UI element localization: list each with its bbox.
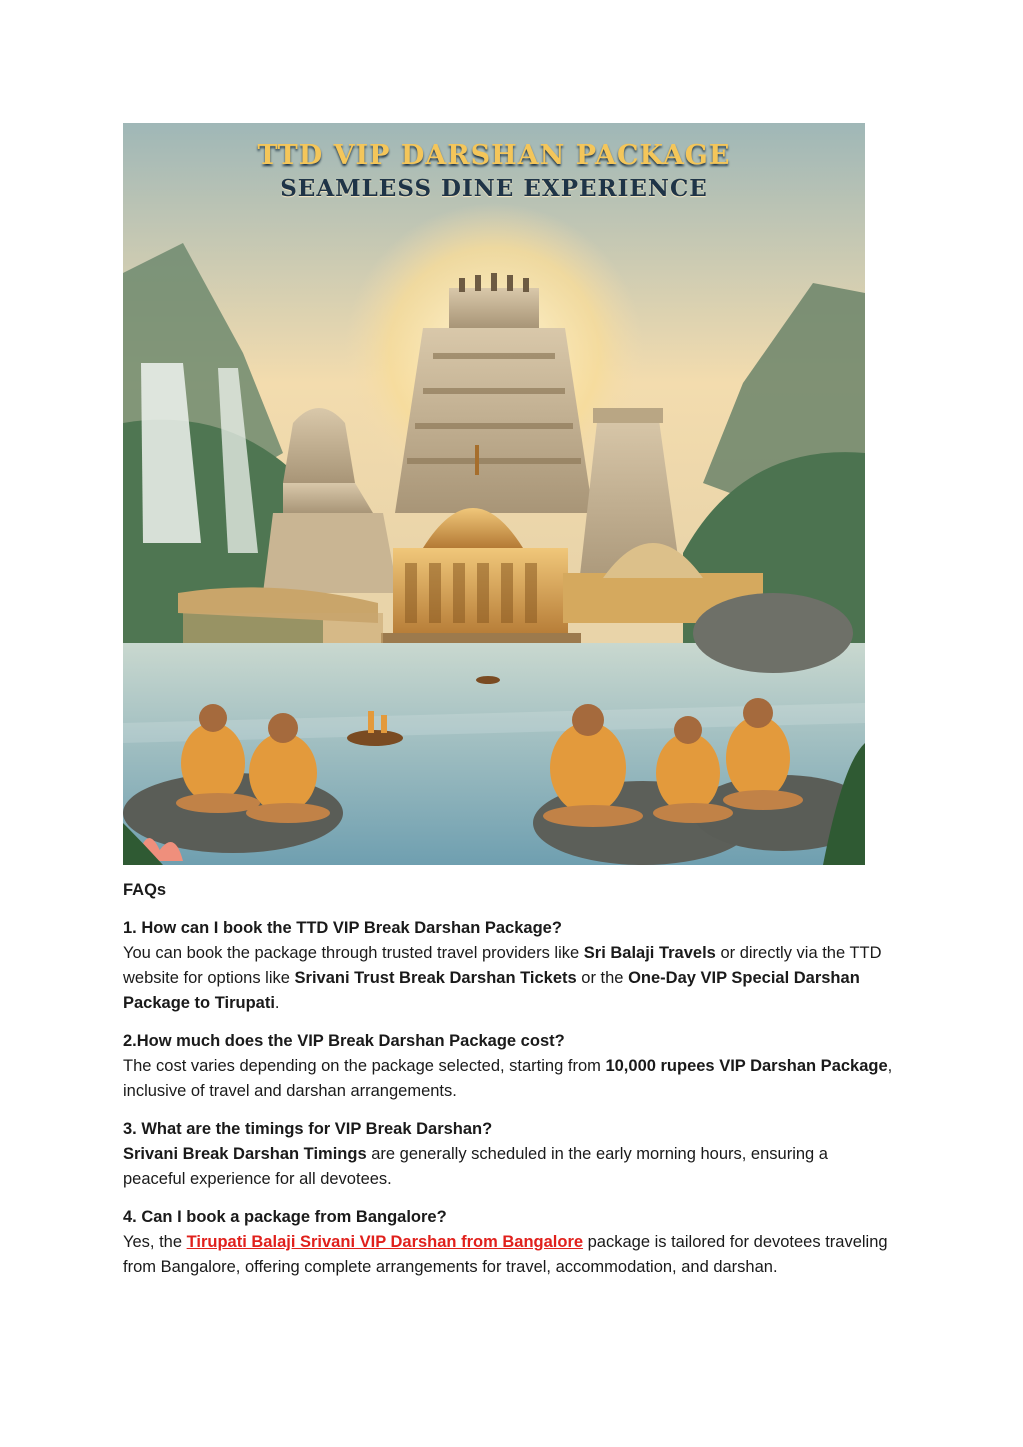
faq-question-3: 3. What are the timings for VIP Break Darshan? [123,1120,493,1138]
answer-text: or the [576,969,629,987]
faq-section [123,878,893,1293]
answer-text: You can book the package through trusted travel providers like [123,944,584,962]
faq-question-1: 1. How can I book the TTD VIP Break Darshan Package? [123,919,562,937]
answer-text: Yes, the [123,1233,187,1251]
faq-item-1 [123,916,893,1016]
answer-bold: One-Day VIP Special Darshan Package to Tirupati [123,969,860,1012]
hero-title-line2: SEAMLESS DINE EXPERIENCE [280,175,708,202]
answer-text: are generally scheduled in the early morning hours, ensuring a peaceful experience for all devotees. [123,1145,828,1188]
answer-text: or directly via the TTD website for options like [123,944,882,987]
faq-item-4 [123,1205,893,1280]
faq-question-2: 2.How much does the VIP Break Darshan Package cost? [123,1032,565,1050]
answer-bold: Srivani Break Darshan Timings [123,1145,367,1163]
answer-bold: Srivani Trust Break Darshan Tickets [294,969,577,987]
answer-text: The cost varies depending on the package selected, starting from [123,1057,606,1075]
hero-title-line1: TTD VIP DARSHAN PACKAGE [257,140,731,171]
faq-item-3 [123,1117,893,1192]
bangalore-package-link[interactable]: Tirupati Balaji Srivani VIP Darshan from Bangalore [186,1233,584,1251]
hero-image [123,123,865,865]
faq-answer-3 [123,1142,893,1192]
answer-text: . [274,994,280,1012]
answer-bold: Sri Balaji Travels [583,944,716,962]
answer-bold: 10,000 rupees VIP Darshan Package [605,1057,888,1075]
temple-illustration [123,123,865,865]
faq-item-2 [123,1029,893,1104]
faq-answer-1 [123,941,893,1016]
faq-answer-4 [123,1230,893,1280]
faq-answer-2 [123,1054,893,1104]
faqs-heading: FAQs [123,881,167,899]
answer-text: , inclusive of travel and darshan arrangements. [123,1057,893,1100]
faq-question-4: 4. Can I book a package from Bangalore? [123,1208,447,1226]
answer-text: package is tailored for devotees traveling from Bangalore, offering complete arrangements for travel, accommodation, and darshan. [123,1233,888,1276]
